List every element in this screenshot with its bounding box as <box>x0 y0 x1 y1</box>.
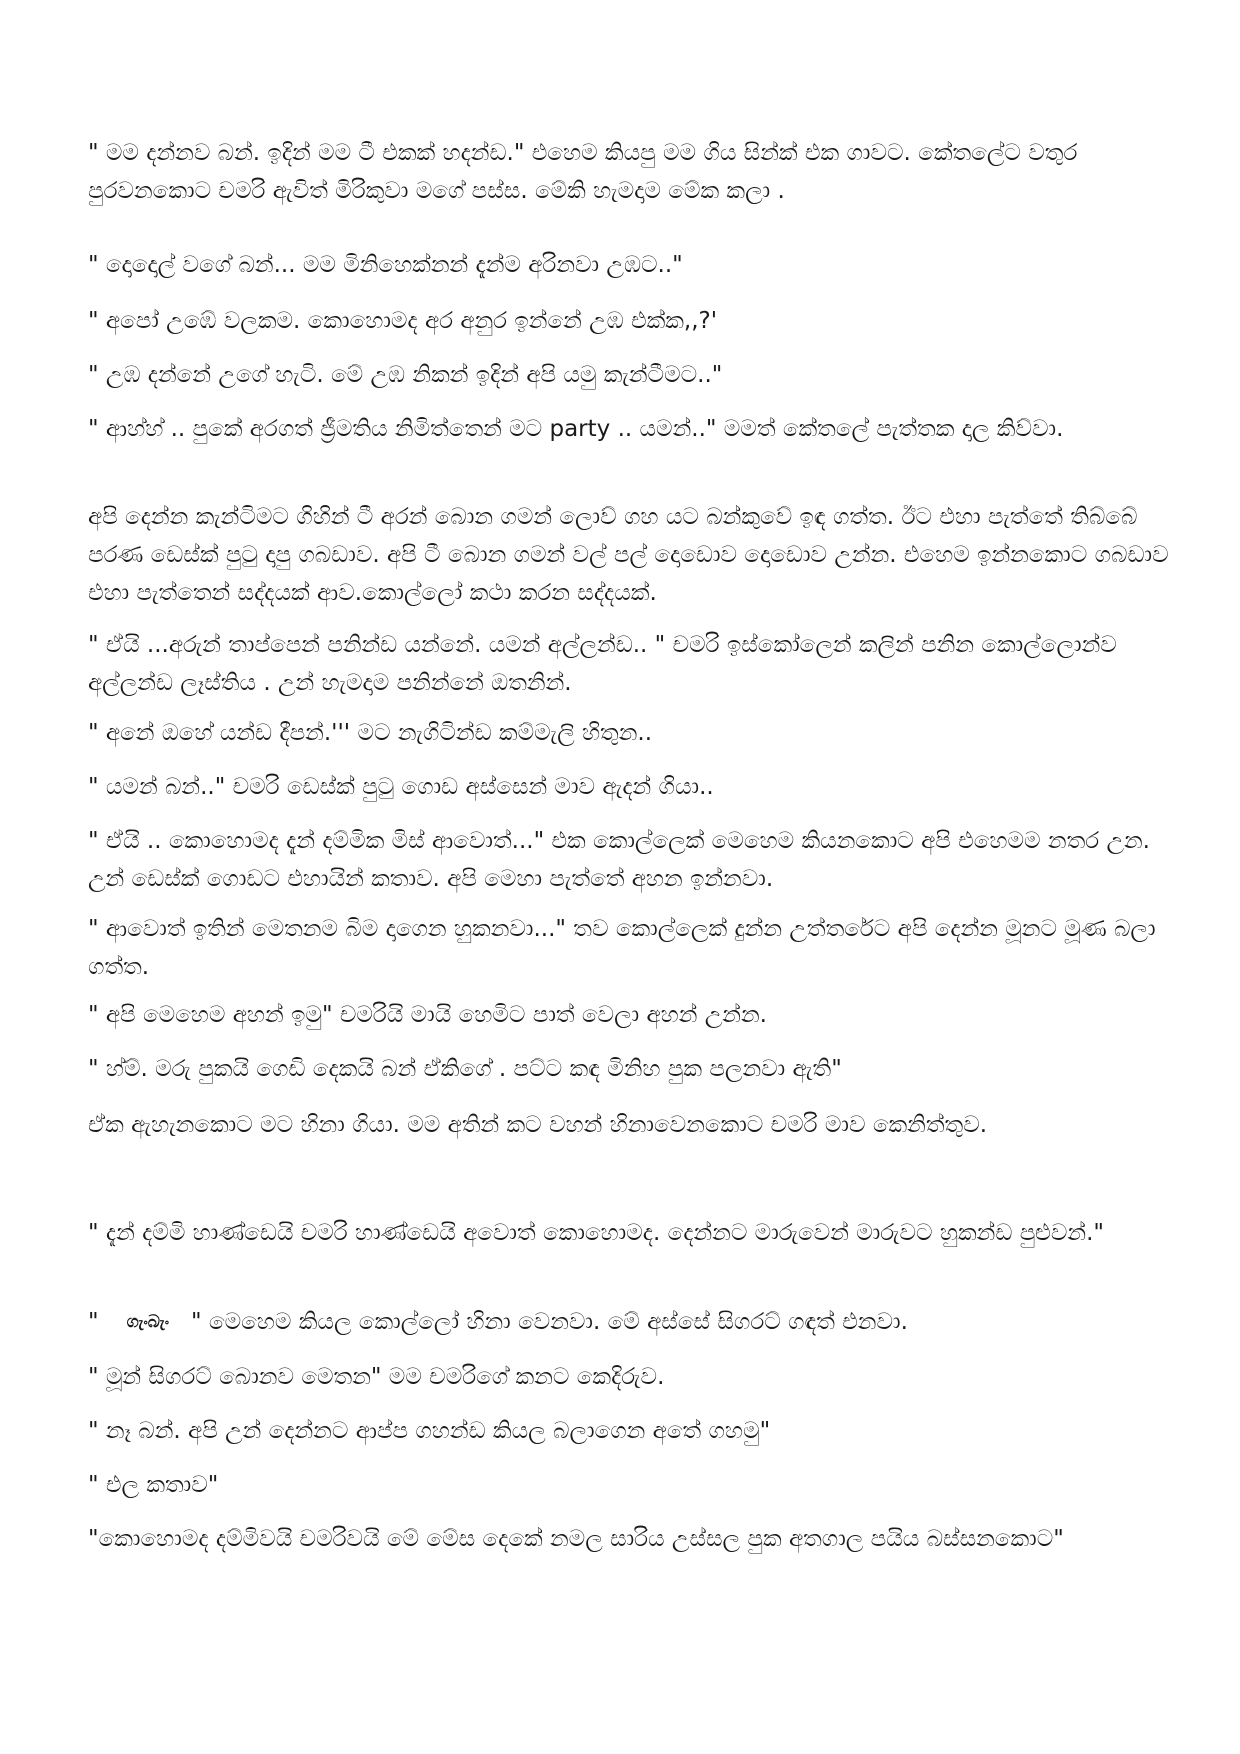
paragraph-6: අපි දෙන්න කැන්ටිමට ගිහින් ටී අරන් බොන ගමන් ලොව් ගහ යට බන්කුවේ ඉඳ ගත්ත. ඊට එහා පැත්තේ තිබ්බේ පරණ ඩෙස්ක් පුටු දාපු ගබඩාව. අපි ටී බොන ගමන් වල් පල් දොඩොව දොඩොව උන්න. එහෙම ඉන්නකොට ගබඩාව එහා පැත්තෙන් සද්දයක් ආව.කොල්ලෝ කථා කරන සද්දයක්. <box>88 504 1169 606</box>
paragraph-18: " එල කතාව" <box>88 1472 219 1498</box>
paragraph-11: " ආවොත් ඉතින් මෙතනම බිම දාගෙන හුකනවා..." තව කොල්ලෙක් දුන්න උත්තරේට අපි දෙන්න මූනට මූණ බලා ගත්ත. <box>88 916 1156 980</box>
paragraph-2: " දොදොල් වගේ බන්... මම මිනිහෙක්නන් දැන්ම අරිනවා උඹට.." <box>88 252 683 278</box>
paragraph-17: " නෑ බන්. අපි උන් දෙන්නට ආප්ප ගහන්ඩ කියල බලාගෙන අතේ ගහමු" <box>88 1418 771 1444</box>
sound-line-text: " මෙහෙම කියල කොල්ලෝ හිනා වෙනවා. මේ අස්සේ සිගරට් ගඳත් එනවා. <box>191 1309 908 1335</box>
paragraph-5: " ආහ්හ් .. පුකේ අරගත් ජ්‍රීමතිය නිමිත්තෙන් මට party .. යමන්.." මමත් කේතලේ පැත්තක දාල කිව්වා. <box>88 416 1064 442</box>
paragraph-3: " අපෝ උඹේ වලකම. කොහොමද අර අනුර ඉන්නේ උඹ එක්ක,,?' <box>88 308 718 334</box>
paragraph-19: "කොහොමද දම්මිවයි චමරිවයි මේ මේස දෙකේ නමල සාරිය උස්සල පුක අතගාල පයිය බස්සනකොට" <box>88 1526 1064 1552</box>
sound-line <box>88 1303 1183 1341</box>
sound-word: ගැංබැං <box>126 1312 170 1332</box>
paragraph-1: " මම දන්නව බන්. ඉදින් මම ටී එකක් හදන්ඩ." එහෙම කියපු මම ගිය සින්ක් එක ගාවට. කේතලේට වතුර පුරවනකොට චමරි ඇවිත් මිරිකුවා මගේ පස්ස. මේකි හැමදාම මේක කලා . <box>88 140 1078 204</box>
sound-line-open-quote: " <box>88 1309 99 1335</box>
paragraph-9: " යමන් බන්.." චමරි ඩෙස්ක් පුටු ගොඩ අස්සෙන් මාව ඇදන් ගියා.. <box>88 774 714 800</box>
paragraph-8: " අනේ ඔහේ යන්ඩ දීපන්.''' මට නැගිටින්ඩ කම්මැලි හිතුන.. <box>88 720 653 746</box>
paragraph-7: " ඒයි ...අරුන් තාප්පෙන් පනින්ඩ යන්නේ. යමන් අල්ලන්ඩ.. " චමරි ඉස්කෝලෙන් කලින් පනින කොල්ලොන්ව අල්ලන්ඩ ලෑස්තිය . උන් හැමදාම පනින්නේ ඔතනින්. <box>88 632 1117 696</box>
paragraph-4: " උඹ දන්නේ උගේ හැටි. මේ උඹ නිකන් ඉදින් අපි යමු කැන්ටීමට.." <box>88 362 723 388</box>
paragraph-15: " දැන් දම්මි හාණ්ඩෙයි චමරි හාණ්ඩෙයි අවොත් කොහොමද. දෙන්නට මාරුවෙන් මාරුවට හුකන්ඩ පුළුවන්." <box>88 1220 1104 1246</box>
paragraph-10: " ඒයි .. කොහොමද දැන් දම්මික මිස් ආවොත්..." එක කොල්ලෙක් මෙහෙම කියනකොට අපි එහෙමම නතර උන. උන් ඩෙස්ක් ගොඩට එහායින් කතාව. අපි මෙහා පැත්තේ අහන ඉන්නවා. <box>88 828 1150 892</box>
paragraph-13: " හ්ම්. මරු පුකයි ගෙඩි දෙකයි බන් ඒකිගේ . පට්ට කඳ මිනිහ පුක පලනවා ඇති" <box>88 1056 842 1082</box>
paragraph-16: " මූන් සිගරට් බොනව මෙතන" මම චමරිගේ කනට කෙදිරුව. <box>88 1364 665 1390</box>
paragraph-12: " අපි මෙහෙම අහන් ඉමු" චමරියි මායි හෙමිට පාත් වෙලා අහන් උන්න. <box>88 1002 767 1028</box>
paragraph-14: ඒක ඇහැනකොට මට හිනා ගියා. මම අතින් කට වහන් හිනාවෙනකොට චමරි මාව කෙනිත්තුව. <box>88 1112 988 1138</box>
